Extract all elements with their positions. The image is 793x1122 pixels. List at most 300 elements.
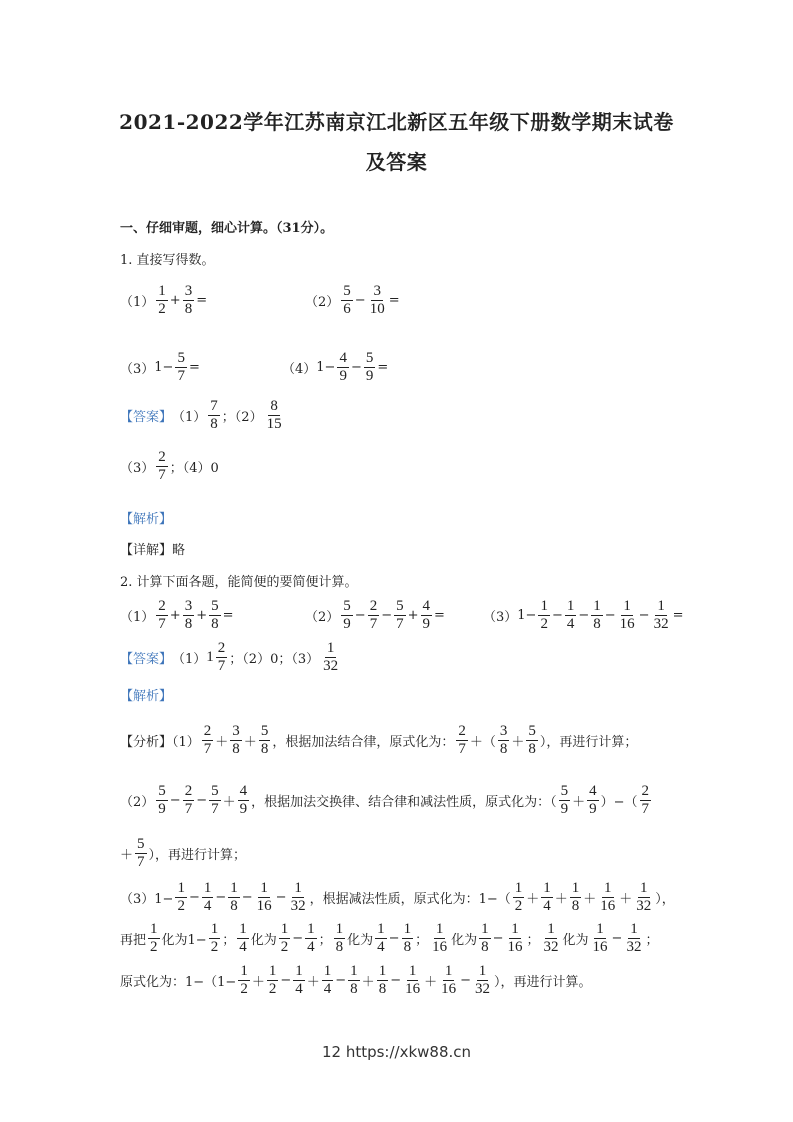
- fraction: [175, 350, 187, 385]
- text-segment: （3）: [483, 610, 518, 625]
- fraction: [237, 921, 249, 956]
- text-segment: ；: [318, 933, 332, 948]
- numerator: 2: [217, 640, 226, 656]
- fraction: [230, 723, 242, 758]
- denominator: 8: [499, 741, 508, 757]
- numerator: 4: [239, 783, 248, 799]
- question-2-item-1: [120, 598, 234, 633]
- numerator: 5: [560, 783, 569, 799]
- text-segment: −: [169, 793, 181, 808]
- denominator: 7: [177, 368, 185, 384]
- analysis-part-1: [120, 723, 637, 758]
- fraction: [652, 598, 671, 633]
- fraction: [565, 598, 577, 633]
- page-title: 2021-2022学年江苏南京江北新区五年级下册数学期末试卷: [119, 110, 674, 134]
- text-segment: ＋: [572, 795, 586, 810]
- numerator: 5: [177, 350, 185, 366]
- fraction: [202, 880, 214, 915]
- text-segment: 【分析】（1）: [120, 735, 200, 750]
- question-1-item-2: [305, 283, 400, 318]
- text-segment: =: [196, 293, 208, 308]
- text-segment: 化为: [250, 933, 277, 948]
- question-2-item-2: [305, 598, 445, 633]
- text-segment: −: [335, 973, 347, 988]
- numerator: 3: [373, 283, 381, 299]
- numerator: 2: [184, 783, 193, 799]
- fraction: [337, 350, 349, 385]
- fraction: [289, 880, 308, 915]
- denominator: 6: [343, 301, 351, 317]
- text-segment: 化为: [562, 933, 589, 948]
- text-segment: −: [188, 890, 200, 905]
- text-segment: =: [377, 360, 389, 375]
- answer-1: [120, 398, 286, 433]
- text-segment: ；: [222, 933, 236, 948]
- fraction: [368, 598, 380, 633]
- numerator: 2: [458, 723, 466, 739]
- fraction: [541, 880, 553, 915]
- text-segment: ），再进行计算；: [148, 848, 247, 863]
- denominator: 8: [528, 741, 536, 757]
- denominator: 2: [210, 939, 219, 955]
- numerator: 1: [566, 598, 575, 614]
- text-segment: （2）: [120, 795, 155, 810]
- denominator: 7: [217, 658, 226, 674]
- text-segment: ＋: [120, 848, 134, 863]
- denominator: 16: [592, 939, 608, 955]
- text-segment: ＋: [243, 735, 257, 750]
- text-segment: ＋: [251, 975, 265, 990]
- answer-2: [120, 640, 342, 675]
- denominator: 16: [405, 981, 421, 997]
- text-segment: −: [460, 973, 472, 988]
- fraction: [559, 783, 571, 818]
- text-segment: −: [354, 293, 366, 308]
- denominator: 2: [540, 616, 548, 632]
- fraction: [238, 783, 250, 818]
- denominator: 2: [240, 981, 248, 997]
- denominator: 32: [636, 898, 652, 914]
- denominator: 8: [210, 416, 218, 432]
- text-segment: ，根据减法性质，原式化为：1−（: [309, 892, 511, 907]
- numerator: 1: [203, 880, 212, 896]
- denominator: 8: [260, 741, 269, 757]
- fraction: [570, 880, 582, 915]
- denominator: 9: [239, 801, 248, 817]
- text-segment: ；（2）: [221, 410, 263, 425]
- text-segment: 化为1−: [161, 933, 207, 948]
- denominator: 8: [211, 616, 219, 632]
- fraction: [394, 598, 406, 633]
- denominator: 2: [177, 898, 185, 914]
- text-segment: −: [578, 608, 590, 623]
- text-segment: ；: [415, 933, 429, 948]
- fraction: [430, 921, 449, 956]
- denominator: 9: [365, 368, 374, 384]
- numerator: 3: [184, 598, 193, 614]
- denominator: 32: [475, 981, 491, 997]
- text-segment: ＋: [361, 975, 375, 990]
- fraction: [377, 963, 389, 998]
- fraction: [479, 921, 491, 956]
- denominator: 8: [378, 981, 387, 997]
- numerator: 1: [403, 921, 412, 937]
- fraction: [618, 598, 637, 633]
- fraction: [368, 283, 387, 318]
- fraction: [513, 880, 525, 915]
- numerator: 5: [211, 598, 219, 614]
- numerator: 5: [260, 723, 269, 739]
- denominator: 16: [441, 981, 457, 997]
- text-segment: （1）: [172, 410, 207, 425]
- fraction: [526, 723, 538, 758]
- numerator: 5: [396, 598, 404, 614]
- fraction: [421, 598, 433, 633]
- numerator: 1: [640, 880, 648, 896]
- numerator: 5: [365, 350, 374, 366]
- denominator: 8: [350, 981, 358, 997]
- text-segment: −: [388, 931, 400, 946]
- analysis-label-2: [120, 685, 172, 704]
- fraction: [321, 640, 340, 675]
- text-segment: ；: [526, 933, 540, 948]
- fraction: [208, 398, 220, 433]
- text-segment: =: [388, 293, 400, 308]
- numerator: 4: [422, 598, 430, 614]
- denominator: 9: [339, 368, 347, 384]
- denominator: 9: [158, 801, 166, 817]
- denominator: 4: [203, 898, 212, 914]
- fraction: [265, 398, 284, 433]
- fraction: [209, 598, 221, 633]
- fraction: [156, 783, 168, 818]
- text-segment: =: [672, 608, 684, 623]
- section-tag: 【答案】: [120, 410, 173, 425]
- text-segment: +: [169, 608, 181, 623]
- denominator: 32: [323, 658, 339, 674]
- numerator: 1: [158, 283, 166, 299]
- text-segment: −: [241, 890, 253, 905]
- text-segment: ，根据加法结合律，原式化为：: [272, 735, 455, 750]
- denominator: 16: [600, 898, 616, 914]
- denominator: 7: [458, 741, 466, 757]
- text-segment: ），: [655, 892, 675, 907]
- analysis-part-3-cont: [120, 921, 658, 956]
- fraction: [183, 783, 195, 818]
- text-segment: ，根据加法交换律、结合律和减法性质，原式化为：（: [251, 795, 557, 810]
- denominator: 7: [158, 467, 166, 483]
- denominator: 32: [626, 939, 642, 955]
- denominator: 8: [593, 616, 601, 632]
- numerator: 5: [528, 723, 536, 739]
- text-segment: 原式化为：1−（1−: [120, 975, 237, 990]
- page-footer: 12 https://xkw88.cn: [321, 1043, 472, 1061]
- fraction: [209, 783, 221, 818]
- numerator: 2: [641, 783, 650, 799]
- numerator: 1: [408, 963, 417, 979]
- text-segment: （1）: [172, 652, 207, 667]
- text-segment: ；（2）0；（3）: [229, 652, 320, 667]
- text-segment: （3）: [120, 461, 155, 476]
- fraction: [348, 963, 360, 998]
- numerator: 1: [295, 963, 303, 979]
- fraction: [156, 598, 168, 633]
- text-segment: ＋（: [469, 735, 496, 750]
- analysis-label-1: [120, 508, 172, 527]
- text-segment: ）−（: [600, 795, 638, 810]
- numerator: 1: [377, 921, 385, 937]
- fraction: [148, 921, 160, 956]
- numerator: 1: [280, 921, 289, 937]
- numerator: 1: [623, 598, 631, 614]
- denominator: 2: [514, 898, 523, 914]
- text-segment: ＋: [619, 892, 633, 907]
- text-segment: 1−: [517, 608, 537, 623]
- text-segment: −: [604, 608, 616, 623]
- fraction: [216, 640, 228, 675]
- text-segment: 化为: [451, 933, 478, 948]
- analysis-part-2-cont: [120, 836, 246, 871]
- text-segment: （1）: [120, 610, 155, 625]
- fraction: [238, 963, 250, 998]
- text-segment: ＋: [306, 975, 320, 990]
- text-segment: +: [169, 293, 181, 308]
- text-segment: ＋: [222, 795, 236, 810]
- page-title-cont: 及答案: [365, 150, 428, 174]
- denominator: 8: [403, 939, 412, 955]
- fraction: [364, 350, 376, 385]
- denominator: 7: [211, 801, 219, 817]
- numerator: 8: [270, 398, 278, 414]
- fraction: [402, 921, 414, 956]
- numerator: 1: [511, 921, 519, 937]
- fraction: [135, 836, 147, 871]
- analysis-part-2: [120, 783, 653, 818]
- text-segment: −: [350, 360, 362, 375]
- text-segment: −: [381, 608, 393, 623]
- denominator: 32: [543, 939, 559, 955]
- denominator: 8: [335, 939, 344, 955]
- denominator: 4: [307, 939, 315, 955]
- section-heading: [120, 217, 333, 236]
- whole-part: 1: [206, 649, 214, 665]
- fraction: [156, 283, 168, 318]
- question-1: [120, 249, 215, 268]
- question-2-item-3: [483, 598, 683, 633]
- denominator: 8: [481, 939, 489, 955]
- denominator: 32: [653, 616, 669, 632]
- denominator: 2: [150, 939, 158, 955]
- numerator: 1: [240, 963, 248, 979]
- numerator: 3: [184, 283, 193, 299]
- text-segment: −: [215, 890, 227, 905]
- text-segment: ＋: [583, 892, 597, 907]
- fraction: [305, 921, 317, 956]
- text-segment: （2）: [305, 610, 340, 625]
- fraction: [591, 598, 603, 633]
- numerator: 7: [210, 398, 218, 414]
- text-segment: （2）: [305, 295, 340, 310]
- numerator: 1: [294, 880, 302, 896]
- denominator: 9: [589, 801, 597, 817]
- numerator: 1: [547, 921, 555, 937]
- fraction: [591, 921, 610, 956]
- numerator: 1: [350, 963, 358, 979]
- numerator: 2: [158, 449, 166, 465]
- text-segment: 一、仔细审题，细心计算。（31分）。: [120, 221, 334, 236]
- question-1-item-3: [120, 350, 200, 385]
- text-segment: −: [638, 608, 650, 623]
- numerator: 1: [514, 880, 523, 896]
- mixed-number: [206, 640, 229, 675]
- fraction: [175, 880, 187, 915]
- numerator: 5: [343, 283, 351, 299]
- fraction: [202, 723, 214, 758]
- text-segment: −: [280, 973, 292, 988]
- fraction: [322, 963, 334, 998]
- text-segment: =: [188, 360, 200, 375]
- text-segment: ＋: [215, 735, 229, 750]
- text-segment: −: [275, 890, 287, 905]
- fraction: [375, 921, 387, 956]
- text-segment: −: [551, 608, 563, 623]
- numerator: 1: [478, 963, 487, 979]
- fraction: [506, 921, 525, 956]
- text-segment: −: [390, 973, 402, 988]
- denominator: 4: [566, 616, 575, 632]
- numerator: 1: [630, 921, 638, 937]
- numerator: 2: [369, 598, 378, 614]
- numerator: 2: [203, 723, 212, 739]
- analysis-part-3: [120, 880, 675, 915]
- text-segment: （3）1−: [120, 892, 174, 907]
- detail-1: [120, 539, 185, 558]
- text-segment: ＋: [554, 892, 568, 907]
- denominator: 4: [239, 939, 247, 955]
- denominator: 4: [543, 898, 551, 914]
- text-segment: 1−: [154, 360, 174, 375]
- denominator: 16: [432, 939, 448, 955]
- numerator: 1: [593, 598, 601, 614]
- numerator: 1: [268, 963, 277, 979]
- fraction: [228, 880, 240, 915]
- numerator: 1: [177, 880, 185, 896]
- text-segment: −: [196, 793, 208, 808]
- numerator: 5: [158, 783, 166, 799]
- denominator: 9: [343, 616, 351, 632]
- denominator: 7: [641, 801, 650, 817]
- numerator: 1: [210, 921, 219, 937]
- text-segment: ＋: [424, 975, 438, 990]
- numerator: 1: [260, 880, 268, 896]
- fraction: [640, 783, 652, 818]
- question-1-item-4: [282, 350, 388, 385]
- denominator: 4: [377, 939, 385, 955]
- fraction: [498, 723, 510, 758]
- denominator: 10: [369, 301, 385, 317]
- numerator: 5: [343, 598, 351, 614]
- analysis-part-3-result: [120, 963, 592, 998]
- numerator: 1: [239, 921, 247, 937]
- question-1-item-1: [120, 283, 207, 318]
- numerator: 4: [339, 350, 347, 366]
- numerator: 3: [499, 723, 508, 739]
- numerator: 1: [307, 921, 315, 937]
- fraction: [403, 963, 422, 998]
- denominator: 4: [295, 981, 303, 997]
- text-segment: =: [434, 608, 445, 623]
- section-tag: 【答案】: [120, 652, 173, 667]
- text-segment: 1−: [316, 360, 336, 375]
- denominator: 16: [507, 939, 523, 955]
- denominator: 16: [619, 616, 635, 632]
- numerator: 1: [323, 963, 332, 979]
- denominator: 2: [280, 939, 289, 955]
- denominator: 16: [256, 898, 272, 914]
- denominator: 8: [184, 301, 193, 317]
- numerator: 1: [481, 921, 489, 937]
- denominator: 7: [158, 616, 166, 632]
- denominator: 7: [203, 741, 212, 757]
- text-segment: ＋: [511, 735, 525, 750]
- text-segment: 2. 计算下面各题，能简便的要简便计算。: [120, 575, 358, 590]
- numerator: 4: [589, 783, 597, 799]
- numerator: 1: [596, 921, 604, 937]
- answer-1-cont: [120, 449, 219, 484]
- fraction: [634, 880, 653, 915]
- numerator: 1: [326, 640, 335, 656]
- text-segment: 【详解】略: [120, 543, 186, 558]
- fraction: [209, 921, 221, 956]
- text-segment: ＋: [526, 892, 540, 907]
- fraction: [183, 283, 195, 318]
- fraction: [334, 921, 346, 956]
- denominator: 7: [369, 616, 378, 632]
- fraction: [439, 963, 458, 998]
- numerator: 1: [150, 921, 158, 937]
- denominator: 9: [422, 616, 430, 632]
- text-segment: （1）: [120, 295, 155, 310]
- text-segment: −: [292, 931, 304, 946]
- section-tag: 【解析】: [120, 689, 173, 704]
- text-segment: ；: [645, 933, 659, 948]
- numerator: 1: [230, 880, 238, 896]
- text-segment: =: [222, 608, 234, 623]
- denominator: 32: [290, 898, 306, 914]
- text-segment: （4）: [282, 362, 317, 377]
- numerator: 1: [444, 963, 453, 979]
- fraction: [267, 963, 279, 998]
- text-segment: −: [354, 608, 366, 623]
- fraction: [598, 880, 617, 915]
- text-segment: ），再进行计算；: [539, 735, 638, 750]
- fraction: [156, 449, 168, 484]
- denominator: 8: [571, 898, 580, 914]
- fraction: [341, 283, 353, 318]
- numerator: 1: [335, 921, 344, 937]
- denominator: 2: [158, 301, 166, 317]
- text-segment: （3）: [120, 362, 155, 377]
- numerator: 1: [540, 598, 548, 614]
- text-segment: 再把: [120, 933, 147, 948]
- fraction: [587, 783, 599, 818]
- numerator: 2: [158, 598, 166, 614]
- denominator: 8: [230, 898, 238, 914]
- numerator: 1: [543, 880, 551, 896]
- text-segment: 1. 直接写得数。: [120, 253, 215, 268]
- text-segment: −: [492, 931, 504, 946]
- numerator: 1: [657, 598, 665, 614]
